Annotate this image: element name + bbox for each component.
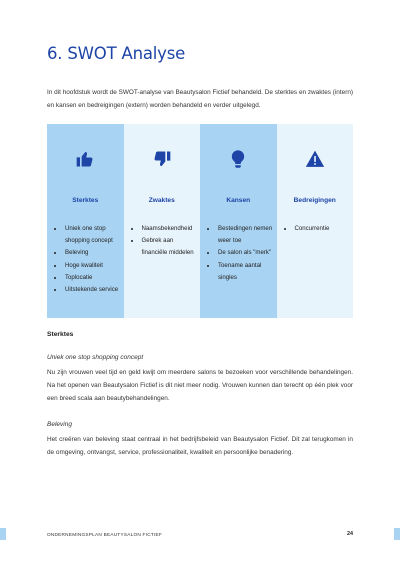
swot-heading: Bedreigingen xyxy=(293,197,336,204)
list-item: • Bestedingen nemen weer toe xyxy=(217,223,273,247)
body-paragraph: Nu zijn vrouwen veel tijd en geld kwijt om meerdere salons te bezoeken voor verschillende behandelingen. Na het openen van Beautysalon Fictief is dit niet meer nodig. Vrouwen kunnen dan terecht op één plek voor een breed scala aan beautybehandelingen. xyxy=(47,369,353,403)
footer-marker-left xyxy=(0,528,6,540)
section-heading: Sterktes xyxy=(47,331,74,338)
swot-heading: Zwaktes xyxy=(148,197,175,204)
subsection-heading: Beleving xyxy=(47,421,72,428)
lightbulb-icon xyxy=(228,149,248,169)
swot-heading: Sterktes xyxy=(72,197,99,204)
list-item: • Hoge kwaliteit xyxy=(64,260,120,272)
thumbs-up-icon xyxy=(75,149,95,169)
list-item: • Beleving xyxy=(64,247,120,259)
list-item: • De salon als "merk" xyxy=(217,247,273,259)
swot-table xyxy=(47,124,353,318)
list-item: • Naamsbekendheid xyxy=(141,223,197,235)
swot-list xyxy=(277,223,354,235)
footer-title: ONDERNEMINGSPLAN BEAUTYSALON FICTIEF xyxy=(47,532,163,537)
warning-icon xyxy=(305,149,325,169)
body-paragraph: Het creëren van beleving staat centraal in het bedrijfsbeleid van Beautysalon Fictief. Dit zal terugkomen in de omgeving, ontvangst, service, professionaliteit, kwaliteit en persoonlijke benadering. xyxy=(47,436,353,457)
list-item: • Gebrek aan financiële middelen xyxy=(141,235,197,259)
page-number: 24 xyxy=(347,531,353,537)
swot-list xyxy=(124,223,201,260)
swot-list xyxy=(200,223,277,284)
swot-heading: Kansen xyxy=(226,197,251,204)
page-title: 6. SWOT Analyse xyxy=(47,44,186,63)
list-item: • Toename aantal singles xyxy=(217,260,273,284)
list-item: • Concurrentie xyxy=(294,223,350,235)
swot-list xyxy=(47,223,124,296)
footer-marker-right xyxy=(394,528,400,540)
swot-column-weaknesses xyxy=(124,124,201,318)
swot-column-threats xyxy=(277,124,354,318)
thumbs-down-icon xyxy=(152,149,172,169)
list-item: • Uniek one stop shopping concept xyxy=(64,223,120,247)
swot-column-opportunities xyxy=(200,124,277,318)
list-item: • Uitstekende service xyxy=(64,284,120,296)
swot-column-strengths xyxy=(47,124,124,318)
list-item: • Toplocatie xyxy=(64,272,120,284)
intro-paragraph: In dit hoofdstuk wordt de SWOT-analyse van Beautysalon Fictief behandeld. De sterktes en zwaktes (intern) en kansen en bedreigingen (extern) worden behandeld en verder uitgelegd. xyxy=(47,89,353,109)
subsection-heading: Uniek one stop shopping concept xyxy=(47,354,144,361)
